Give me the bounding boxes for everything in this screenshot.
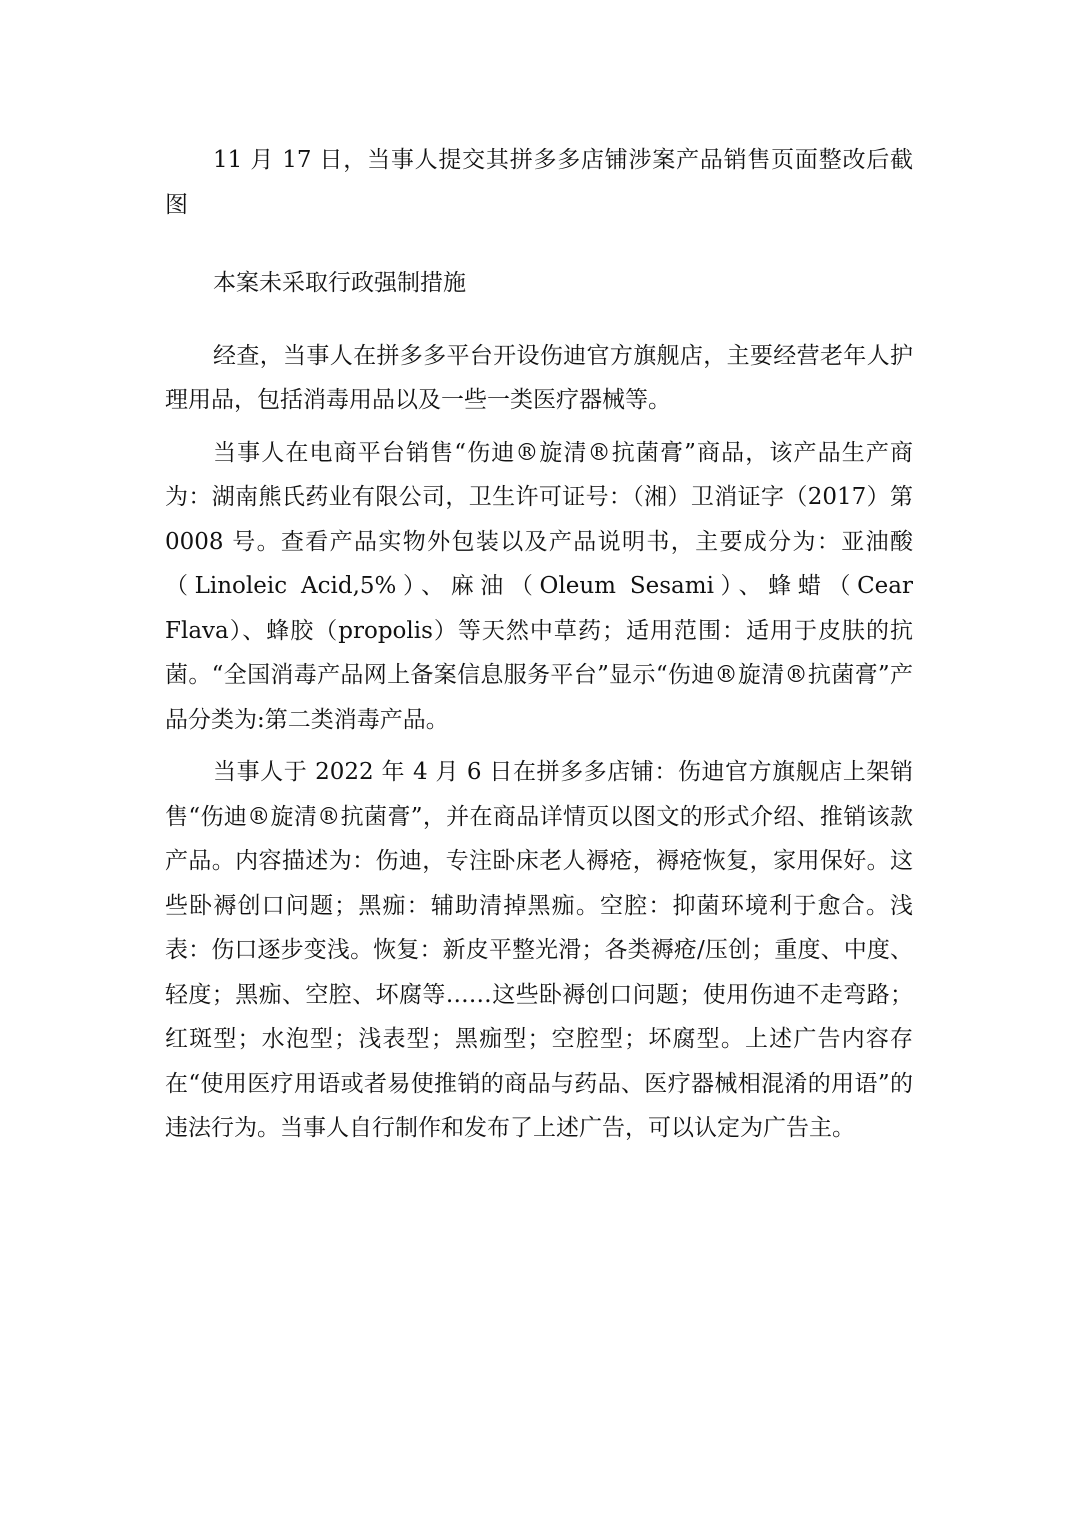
document-body	[165, 138, 913, 1151]
paragraph-no-enforcement-measures: 本案未采取行政强制措施	[213, 270, 466, 296]
paragraph-rectification-screenshot: 11 月 17 日，当事人提交其拼多多店铺涉案产品销售页面整改后截图	[165, 147, 913, 218]
paragraph-product-details: 当事人在电商平台销售“伤迪®旋清®抗菌膏”商品，该产品生产商为：湖南熊氏药业有限公司，卫生许可证号：（湘）卫消证字（2017）第 0008 号。查看产品实物外包装以及产品说明书，主要成分为：亚油酸（Linoleic Acid,5%）、麻油（Oleum Sesami）、蜂蜡（Cear Flava）、蜂胶（propolis）等天然中草药；适用范围：适用于皮肤的抗菌。“全国消毒产品网上备案信息服务平台”显示“伤迪®旋清®抗菌膏”产品分类为:第二类消毒产品。	[165, 439, 913, 733]
paragraph-advertising-violation: 当事人于 2022 年 4 月 6 日在拼多多店铺：伤迪官方旗舰店上架销售“伤迪®旋清®抗菌膏”，并在商品详情页以图文的形式介绍、推销该款产品。内容描述为：伤迪，专注卧床老人褥疮，褥疮恢复，家用保好。这些卧褥创口问题；黑痂：辅助清掉黑痂。空腔：抑菌环境利于愈合。浅表：伤口逐步变浅。恢复：新皮平整光滑；各类褥疮/压创；重度、中度、轻度；黑痂、空腔、坏腐等……这些卧褥创口问题；使用伤迪不走弯路；红斑型；水泡型；浅表型；黑痂型；空腔型；坏腐型。上述广告内容存在“使用医疗用语或者易使推销的商品与药品、医疗器械相混淆的用语”的违法行为。当事人自行制作和发布了上述广告，可以认定为广告主。	[165, 759, 913, 1141]
paragraph-investigation-findings: 经查，当事人在拼多多平台开设伤迪官方旗舰店，主要经营老年人护理用品，包括消毒用品以及一些一类医疗器械等。	[165, 342, 913, 413]
